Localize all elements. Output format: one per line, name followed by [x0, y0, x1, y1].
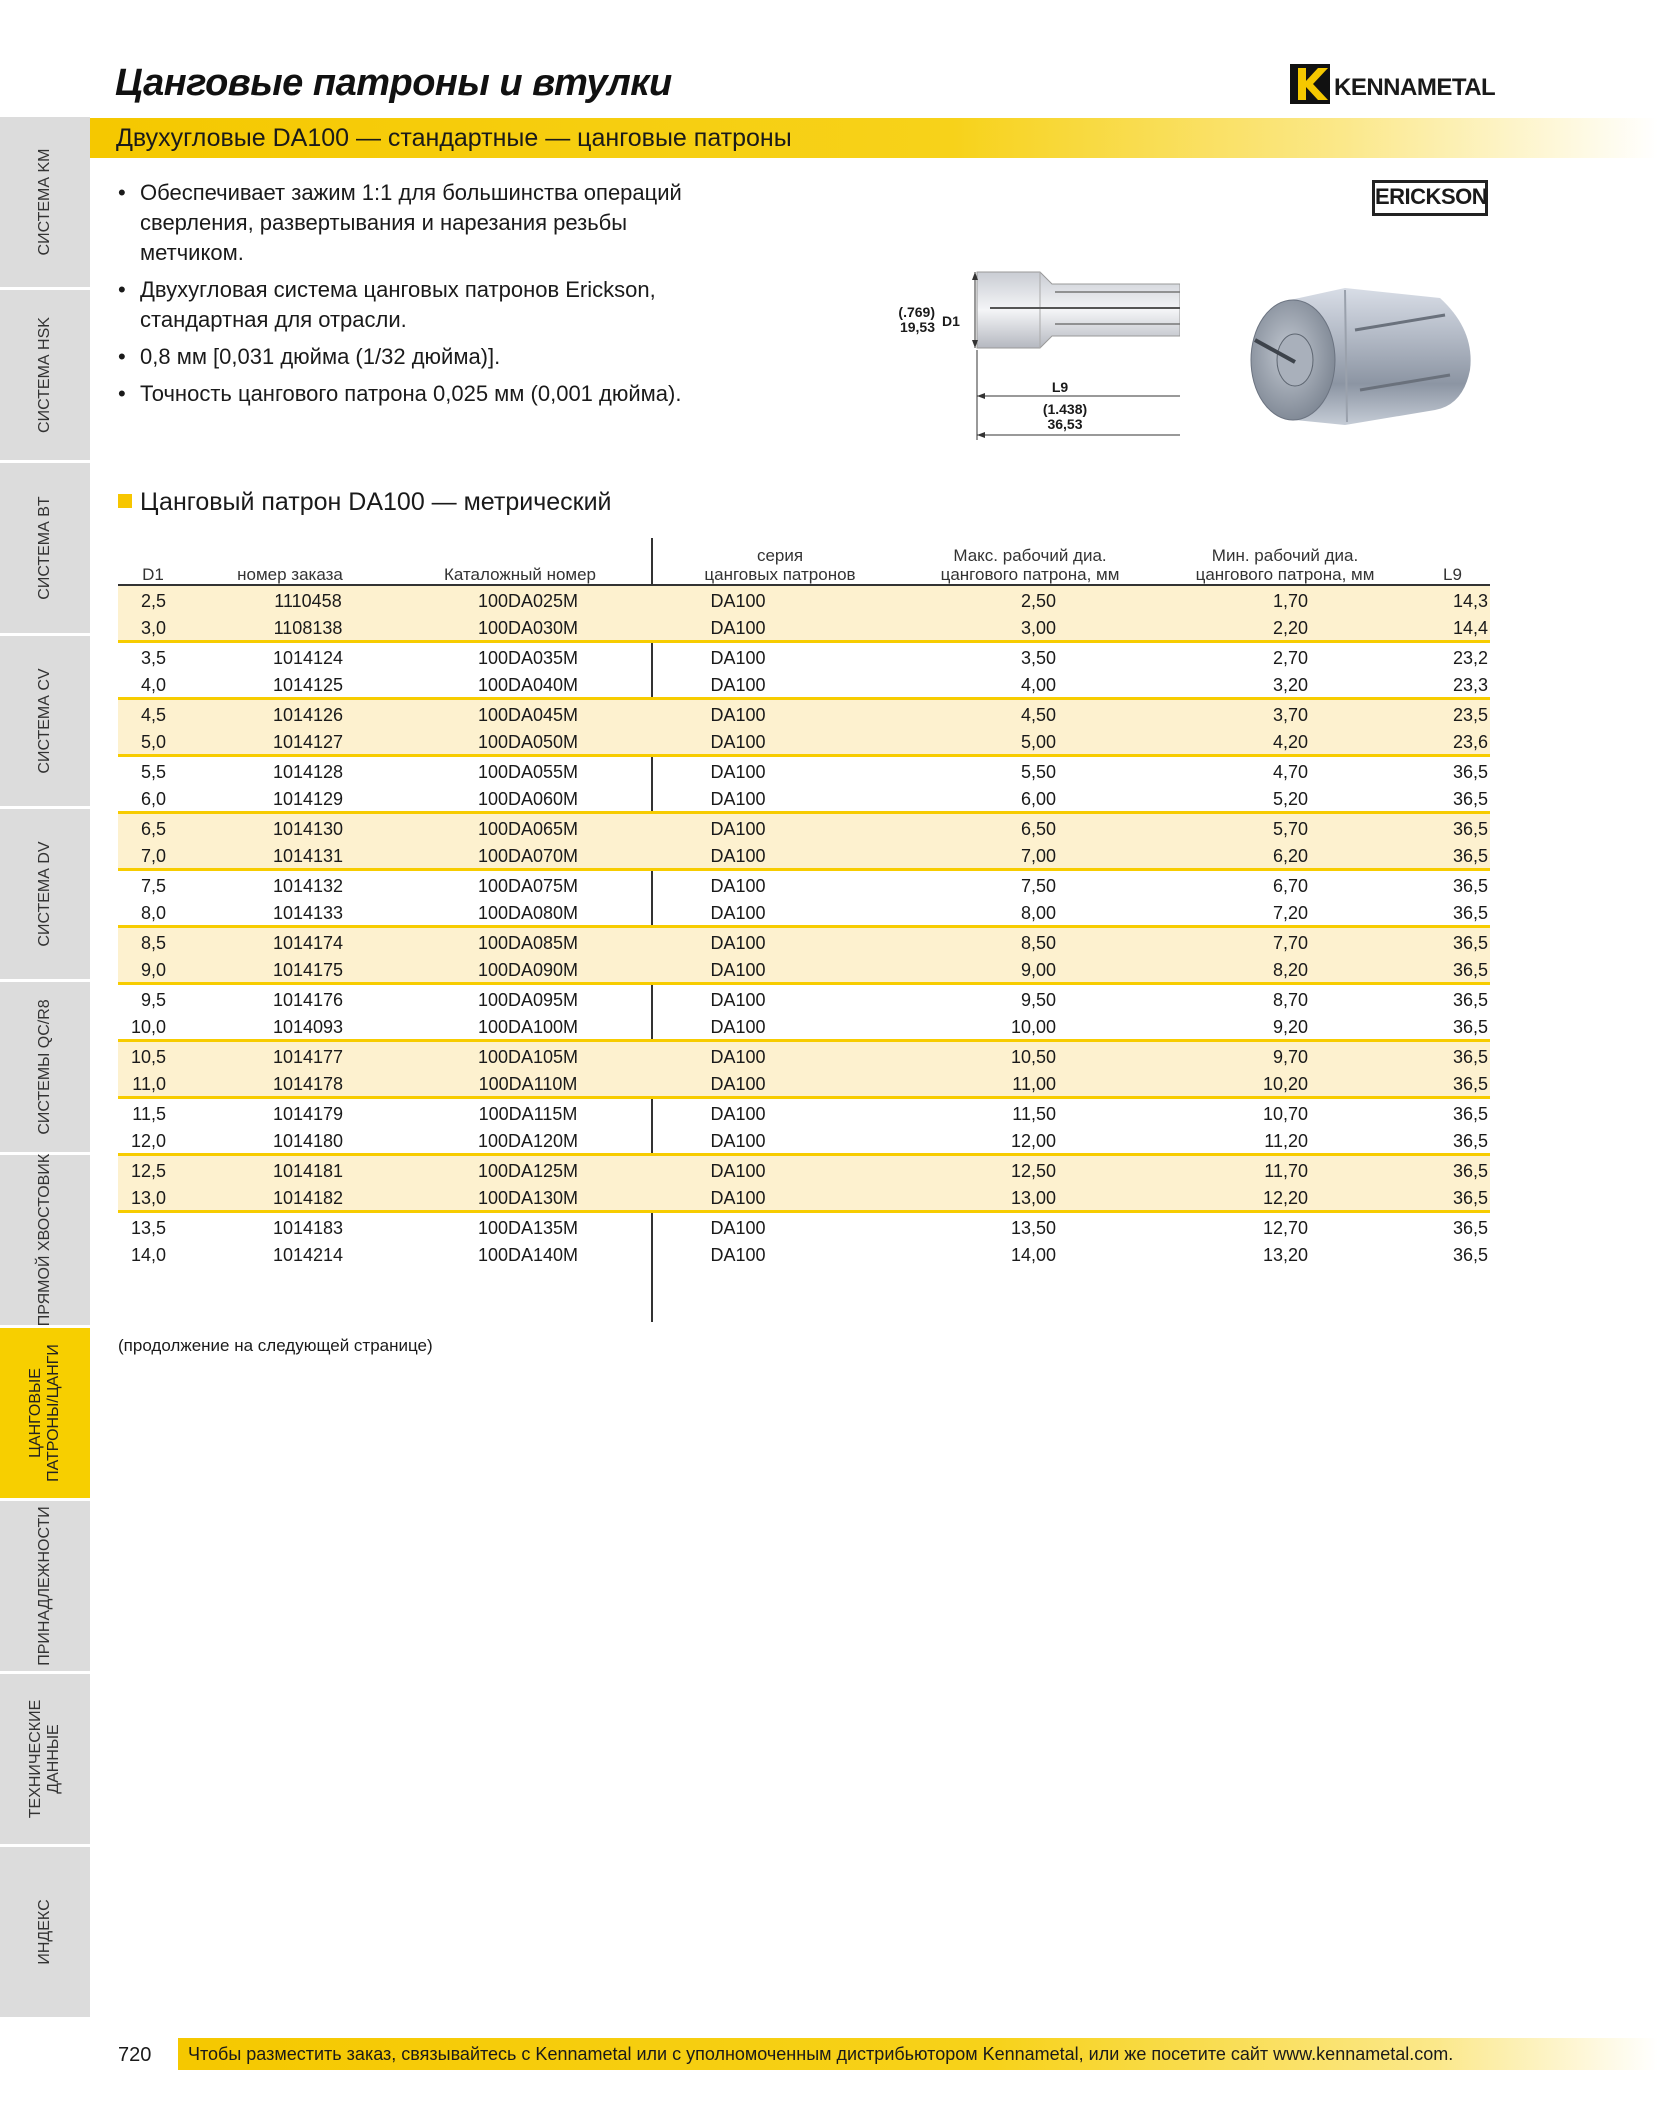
table-cell: 6,5: [140, 819, 166, 839]
table-cell: DA100: [710, 648, 766, 668]
table-cell: 10,50: [1010, 1047, 1056, 1067]
continuation-note: (продолжение на следующей странице): [118, 1336, 433, 1355]
sidebar-tab-10[interactable]: [0, 1847, 90, 2017]
sidebar-tab-5[interactable]: [0, 982, 90, 1152]
table-cell: 7,00: [1020, 846, 1056, 866]
table-row: [118, 1128, 1490, 1156]
table-cell: 4,00: [1020, 675, 1056, 695]
page-number: 720: [118, 2044, 152, 2066]
sidebar-tab-1[interactable]: [0, 290, 90, 460]
table-row: [118, 873, 1490, 901]
table-cell: 12,5: [130, 1161, 166, 1181]
col-header-d1: D1: [142, 565, 164, 584]
table-cell: 1014178: [272, 1074, 344, 1094]
table-cell: 36,5: [1452, 1188, 1488, 1208]
table-cell: 100DA125M: [477, 1161, 579, 1181]
table-cell: 100DA070M: [477, 846, 579, 866]
table-cell: 7,70: [1272, 933, 1308, 953]
table-cell: 8,0: [140, 903, 166, 923]
sidebar-tab-6[interactable]: [0, 1155, 90, 1325]
row-group: [118, 814, 1490, 871]
kennametal-logo: [1290, 64, 1495, 104]
table-cell: DA100: [710, 789, 766, 809]
table-cell: 14,00: [1010, 1245, 1056, 1265]
table-cell: 14,0: [130, 1245, 166, 1265]
sidebar-tab-label: ПРЯМОЙ ХВОСТОВИК: [36, 1153, 53, 1327]
table-cell: 36,5: [1452, 876, 1488, 896]
table-cell: 9,5: [140, 990, 166, 1010]
table-cell: 1014175: [272, 960, 344, 980]
table-cell: 1014126: [272, 705, 344, 725]
table-cell: 13,0: [130, 1188, 166, 1208]
table-cell: 13,5: [130, 1218, 166, 1238]
sidebar-tab-9[interactable]: [0, 1674, 90, 1844]
sidebar-tab-8[interactable]: [0, 1501, 90, 1671]
table-cell: 10,5: [130, 1047, 166, 1067]
table-row: [118, 1185, 1490, 1213]
table-row: [118, 930, 1490, 958]
table-cell: 5,50: [1020, 762, 1056, 782]
collet-photo: [1235, 270, 1475, 445]
footer: [0, 2035, 1658, 2075]
table-cell: 1014131: [272, 846, 344, 866]
row-group: [118, 1099, 1490, 1156]
yellow-square-icon: [118, 494, 132, 508]
table-row: [118, 702, 1490, 730]
table-cell: 6,50: [1020, 819, 1056, 839]
table-row: [118, 645, 1490, 673]
table-cell: 9,0: [140, 960, 166, 980]
feature-bullet: • 0,8 мм [0,031 дюйма (1/32 дюйма)].: [118, 342, 718, 372]
table-cell: 36,5: [1452, 762, 1488, 782]
table-cell: DA100: [710, 675, 766, 695]
row-group: [118, 928, 1490, 985]
table-cell: 36,5: [1452, 789, 1488, 809]
table-cell: 36,5: [1452, 933, 1488, 953]
table-cell: 8,00: [1020, 903, 1056, 923]
table-cell: 7,20: [1272, 903, 1308, 923]
table-cell: 6,70: [1272, 876, 1308, 896]
table-cell: DA100: [710, 1074, 766, 1094]
table-cell: 2,70: [1272, 648, 1308, 668]
table-cell: 11,00: [1012, 1074, 1056, 1094]
table-cell: 100DA100M: [477, 1017, 579, 1037]
table-cell: 11,5: [132, 1104, 166, 1124]
kennametal-k-icon: [1290, 64, 1330, 104]
table-cell: DA100: [710, 591, 766, 611]
table-cell: 100DA050M: [477, 732, 579, 752]
section-title: Двухугловые DA100 — стандартные — цанговые патроны: [116, 124, 792, 152]
table-cell: 13,00: [1010, 1188, 1056, 1208]
table-cell: 9,50: [1020, 990, 1056, 1010]
table-cell: 10,00: [1010, 1017, 1056, 1037]
table-cell: 1014183: [272, 1218, 344, 1238]
table-cell: 23,2: [1452, 648, 1488, 668]
col-header-collet-series: серия цанговых патронов: [704, 546, 856, 584]
table-cell: 4,5: [140, 705, 166, 725]
table-row: [118, 843, 1490, 871]
table-cell: 23,3: [1452, 675, 1488, 695]
col-header-catalog-number: Каталожный номер: [443, 565, 597, 584]
table-cell: 1014179: [272, 1104, 344, 1124]
col-header-max-diameter: Макс. рабочий диа. цангового патрона, мм: [940, 546, 1120, 584]
table-cell: DA100: [710, 1245, 766, 1265]
table-cell: DA100: [710, 732, 766, 752]
sidebar-tab-label: ПРИНАДЛЕЖНОСТИ: [36, 1506, 53, 1666]
sidebar-tab-label: СИСТЕМА KM: [36, 148, 53, 256]
table-cell: 13,50: [1010, 1218, 1056, 1238]
table-cell: 11,0: [132, 1074, 166, 1094]
table-cell: 100DA075M: [477, 876, 579, 896]
table-cell: DA100: [710, 933, 766, 953]
table-cell: 1014128: [272, 762, 344, 782]
table-cell: 12,50: [1010, 1161, 1056, 1181]
table-cell: DA100: [710, 618, 766, 638]
table-cell: 1014093: [272, 1017, 344, 1037]
table-cell: 1014181: [272, 1161, 344, 1181]
row-group: [118, 643, 1490, 700]
table-cell: 5,0: [140, 732, 166, 752]
table-cell: 3,5: [140, 648, 166, 668]
table-cell: 100DA115M: [478, 1104, 578, 1124]
d1-label: D1: [942, 313, 960, 329]
feature-bullet: • Точность цангового патрона 0,025 мм (0,001 дюйма).: [118, 379, 718, 409]
table-cell: DA100: [710, 1161, 766, 1181]
sidebar-tabs: [0, 117, 90, 2020]
table-cell: 14,3: [1452, 591, 1488, 611]
table-cell: 8,5: [140, 933, 166, 953]
table-cell: 1014177: [272, 1047, 344, 1067]
table-cell: 1,70: [1272, 591, 1308, 611]
table-cell: 100DA025M: [477, 591, 579, 611]
collet-drawing: [880, 250, 1180, 450]
table-row: [118, 987, 1490, 1015]
table-cell: 3,0: [140, 618, 166, 638]
col-header-min-diameter: Мин. рабочий диа. цангового патрона, мм: [1195, 546, 1375, 584]
table-cell: 2,5: [140, 591, 166, 611]
table-cell: DA100: [710, 876, 766, 896]
sidebar-tab-label: СИСТЕМА CV: [36, 668, 53, 774]
row-group: [118, 1213, 1490, 1270]
page-title: Цанговые патроны и втулки: [115, 62, 672, 104]
table-cell: 7,0: [140, 846, 166, 866]
table-cell: 5,5: [140, 762, 166, 782]
table-cell: 4,70: [1272, 762, 1308, 782]
sidebar-tab-label: СИСТЕМА BT: [36, 496, 53, 600]
row-group: [118, 757, 1490, 814]
table-row: [118, 900, 1490, 928]
table-cell: 36,5: [1452, 1245, 1488, 1265]
table-row: [118, 672, 1490, 700]
table-cell: 8,50: [1020, 933, 1056, 953]
table-cell: 36,5: [1452, 1218, 1488, 1238]
sidebar-tab-4[interactable]: [0, 809, 90, 979]
table-cell: DA100: [710, 1188, 766, 1208]
sidebar-tab-label: СИСТЕМЫ QC/R8: [36, 999, 53, 1135]
sidebar-tab-7[interactable]: [0, 1328, 90, 1498]
col-header-l9: L9: [1443, 565, 1462, 584]
diameter-inch-label: (.769): [898, 304, 935, 320]
table-cell: DA100: [710, 1104, 766, 1124]
table-cell: DA100: [710, 819, 766, 839]
table-cell: 100DA045M: [477, 705, 579, 725]
table-cell: 36,5: [1452, 1074, 1488, 1094]
table-cell: 11,70: [1264, 1161, 1308, 1181]
table-cell: 100DA055M: [477, 762, 579, 782]
l9-label: L9: [1051, 379, 1069, 395]
table-cell: 100DA120M: [477, 1131, 579, 1151]
table-cell: 1014174: [272, 933, 344, 953]
table-cell: DA100: [710, 1218, 766, 1238]
table-cell: 1014130: [272, 819, 344, 839]
table-cell: DA100: [710, 903, 766, 923]
table-cell: 100DA085M: [477, 933, 579, 953]
table-cell: 10,20: [1262, 1074, 1308, 1094]
table-cell: 100DA130M: [477, 1188, 579, 1208]
table-cell: 23,5: [1452, 705, 1488, 725]
table-cell: 1014176: [272, 990, 344, 1010]
table-cell: 100DA135M: [477, 1218, 579, 1238]
table-cell: DA100: [710, 990, 766, 1010]
table-cell: 2,20: [1272, 618, 1308, 638]
table-cell: 4,20: [1272, 732, 1308, 752]
section-bar: [90, 118, 1658, 158]
table-cell: 3,00: [1020, 618, 1056, 638]
table-cell: 9,00: [1020, 960, 1056, 980]
table-cell: 9,70: [1272, 1047, 1308, 1067]
table-cell: 36,5: [1452, 846, 1488, 866]
table-cell: 7,5: [140, 876, 166, 896]
table-row: [118, 1044, 1490, 1072]
sidebar-tab-label: ТЕХНИЧЕСКИЕ ДАННЫЕ: [27, 1699, 62, 1819]
table-cell: 1014182: [272, 1188, 344, 1208]
table-cell: 7,50: [1020, 876, 1056, 896]
table-cell: 6,00: [1020, 789, 1056, 809]
row-group: [118, 871, 1490, 928]
table-cell: 100DA065M: [477, 819, 579, 839]
table-row: [118, 816, 1490, 844]
table-cell: 1110458: [274, 591, 342, 611]
table-cell: DA100: [710, 1047, 766, 1067]
length-mm-label: 36,53: [1047, 416, 1083, 432]
footer-text: Чтобы разместить заказ, связывайтесь с Kennametal или с уполномоченным дистрибьютором Kennametal, или же посетите сайт www.kennametal.com.: [188, 2044, 1454, 2064]
table-cell: 36,5: [1452, 1104, 1488, 1124]
table-cell: 2,50: [1020, 591, 1056, 611]
collet-table-body: [118, 586, 1490, 1270]
table-cell: DA100: [710, 1131, 766, 1151]
table-row: [118, 1101, 1490, 1129]
footer-bar: [178, 2038, 1658, 2070]
table-cell: 1014125: [272, 675, 344, 695]
table-row: [118, 1242, 1490, 1270]
table-cell: 100DA090M: [477, 960, 579, 980]
table-cell: 5,20: [1272, 789, 1308, 809]
table-cell: DA100: [710, 846, 766, 866]
table-cell: 4,0: [140, 675, 166, 695]
feature-list: [118, 178, 718, 416]
table-cell: 100DA110M: [478, 1074, 578, 1094]
table-row: [118, 615, 1490, 643]
table-cell: 36,5: [1452, 990, 1488, 1010]
table-cell: 100DA095M: [477, 990, 579, 1010]
length-inch-label: (1.438): [1042, 401, 1088, 417]
table-cell: 3,70: [1272, 705, 1308, 725]
table-cell: 4,50: [1020, 705, 1056, 725]
table-cell: 36,5: [1452, 1161, 1488, 1181]
table-cell: 100DA035M: [477, 648, 579, 668]
table-cell: 6,0: [140, 789, 166, 809]
table-cell: 6,20: [1272, 846, 1308, 866]
table-cell: 1014133: [272, 903, 344, 923]
table-row: [118, 1014, 1490, 1042]
table-heading: Цанговый патрон DA100 — метрический: [118, 488, 612, 517]
table-cell: 100DA060M: [477, 789, 579, 809]
table-cell: 36,5: [1452, 903, 1488, 923]
table-row: [118, 1215, 1490, 1243]
table-cell: 3,20: [1272, 675, 1308, 695]
table-row: [118, 1158, 1490, 1186]
sidebar-tab-label: СИСТЕМА DV: [36, 841, 53, 947]
table-cell: 36,5: [1452, 1047, 1488, 1067]
table-cell: 5,00: [1020, 732, 1056, 752]
table-cell: DA100: [710, 1017, 766, 1037]
table-cell: 12,0: [130, 1131, 166, 1151]
table-cell: DA100: [710, 705, 766, 725]
table-cell: DA100: [710, 960, 766, 980]
table-row: [118, 786, 1490, 814]
table-cell: 1014129: [272, 789, 344, 809]
table-cell: 100DA140M: [477, 1245, 579, 1265]
table-cell: 1108138: [273, 618, 343, 638]
table-cell: 10,70: [1262, 1104, 1308, 1124]
row-group: [118, 1156, 1490, 1213]
table-cell: 3,50: [1020, 648, 1056, 668]
table-cell: 36,5: [1452, 1017, 1488, 1037]
table-cell: 36,5: [1452, 1131, 1488, 1151]
table-cell: 1014214: [272, 1245, 344, 1265]
table-cell: 36,5: [1452, 960, 1488, 980]
table-cell: 12,70: [1262, 1218, 1308, 1238]
table-cell: 5,70: [1272, 819, 1308, 839]
table-cell: 12,00: [1010, 1131, 1056, 1151]
sidebar-tab-label: ИНДЕКС: [36, 1899, 53, 1965]
table-cell: 1014127: [272, 732, 344, 752]
sidebar-tab-label: СИСТЕМА HSK: [36, 317, 53, 433]
diameter-mm-label: 19,53: [899, 319, 935, 335]
row-group: [118, 700, 1490, 757]
erickson-logo: ERICKSON: [1372, 180, 1488, 216]
table-cell: DA100: [710, 762, 766, 782]
table-row: [118, 729, 1490, 757]
feature-bullet: • Обеспечивает зажим 1:1 для большинства операций сверления, развертывания и нарезания резьбы метчиком.: [118, 178, 718, 268]
col-header-order-number: номер заказа: [237, 565, 343, 584]
table-cell: 1014132: [272, 876, 344, 896]
table-row: [118, 1071, 1490, 1099]
table-cell: 100DA105M: [477, 1047, 579, 1067]
table-cell: 8,70: [1272, 990, 1308, 1010]
table-cell: 23,6: [1452, 732, 1488, 752]
table-cell: 14,4: [1452, 618, 1488, 638]
table-row: [118, 588, 1490, 616]
table-cell: 13,20: [1262, 1245, 1308, 1265]
brand-name: KENNAMETAL: [1334, 74, 1496, 101]
table-cell: 100DA040M: [477, 675, 579, 695]
table-cell: 36,5: [1452, 819, 1488, 839]
table-row: [118, 957, 1490, 985]
row-group: [118, 1042, 1490, 1099]
table-cell: 10,0: [130, 1017, 166, 1037]
table-cell: 11,20: [1264, 1131, 1308, 1151]
table-cell: 11,50: [1012, 1104, 1056, 1124]
sidebar-tab-3[interactable]: [0, 636, 90, 806]
table-row: [118, 759, 1490, 787]
sidebar-tab-2[interactable]: [0, 463, 90, 633]
sidebar-tab-0[interactable]: [0, 117, 90, 287]
table-cell: 100DA030M: [477, 618, 579, 638]
row-group: [118, 985, 1490, 1042]
table-cell: 1014180: [272, 1131, 344, 1151]
sidebar-tab-label: ЦАНГОВЫЕ ПАТРОНЫ/ЦАНГИ: [27, 1344, 62, 1482]
table-cell: 12,20: [1262, 1188, 1308, 1208]
feature-bullet: • Двухугловая система цанговых патронов Erickson, стандартная для отрасли.: [118, 275, 718, 335]
row-group: [118, 586, 1490, 643]
table-cell: 8,20: [1272, 960, 1308, 980]
table-cell: 1014124: [272, 648, 344, 668]
table-cell: 9,20: [1272, 1017, 1308, 1037]
table-cell: 100DA080M: [477, 903, 579, 923]
